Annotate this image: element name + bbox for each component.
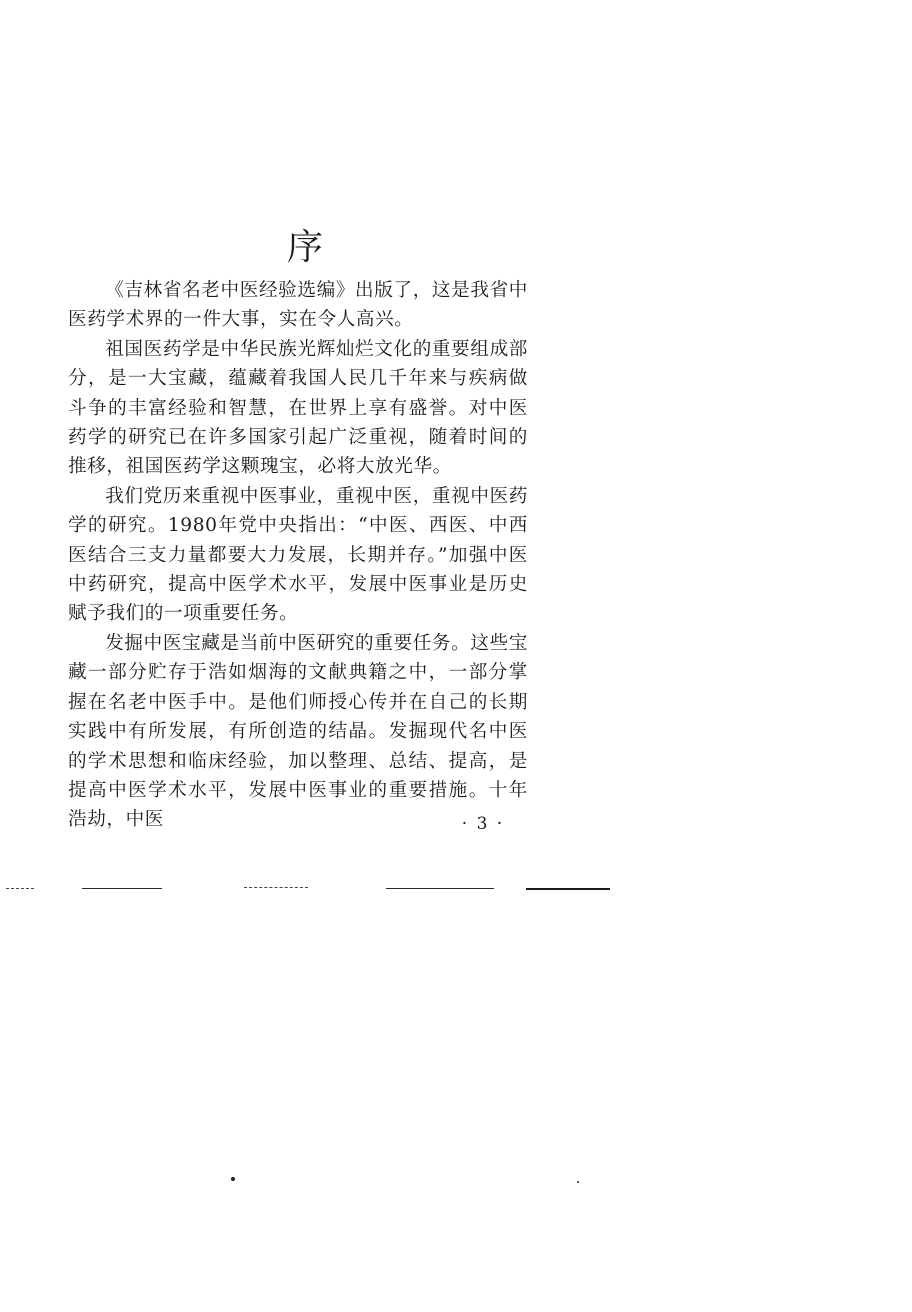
scan-rule — [6, 888, 34, 889]
scan-rule — [82, 888, 162, 889]
scan-rule — [386, 888, 494, 889]
paragraph: 《吉林省名老中医经验选编》出版了，这是我省中医药学术界的一件大事，实在令人高兴。 — [68, 280, 528, 331]
page-number: · 3 · — [461, 814, 505, 834]
paragraph: 发掘中医宝藏是当前中医研究的重要任务。这些宝藏一部分贮存于浩如烟海的文献典籍之中，一部分掌握在名老中医手中。是他们师授心传并在自己的长期实践中有所发展，有所创造的结晶。发掘现代名中医的学术思想和临床经验，加以整理、总结、提高，是提高中医学术水平，发展中医事业的重要措施。十年浩劫，中医 — [68, 632, 528, 831]
scan-rule — [526, 888, 610, 890]
page-title: 序 — [286, 227, 325, 269]
scan-speck — [231, 1177, 235, 1181]
scan-rule — [244, 887, 308, 888]
paragraph: 我们党历来重视中医事业，重视中医，重视中医药学的研究。1980年党中央指出：“中医、西医、中西医结合三支力量都要大力发展，长期并存。”加强中医中药研究，提高中医学术水平，发展中医事业是历史赋予我们的一项重要任务。 — [68, 485, 528, 625]
scan-speck — [577, 1181, 579, 1183]
paragraph: 祖国医药学是中华民族光辉灿烂文化的重要组成部分，是一大宝藏，蕴藏着我国人民几千年来与疾病做斗争的丰富经验和智慧，在世界上享有盛誉。对中医药学的研究已在许多国家引起广泛重视，随着时间的推移，祖国医药学这颗瑰宝，必将大放光华。 — [68, 338, 528, 478]
body-text — [68, 276, 528, 835]
